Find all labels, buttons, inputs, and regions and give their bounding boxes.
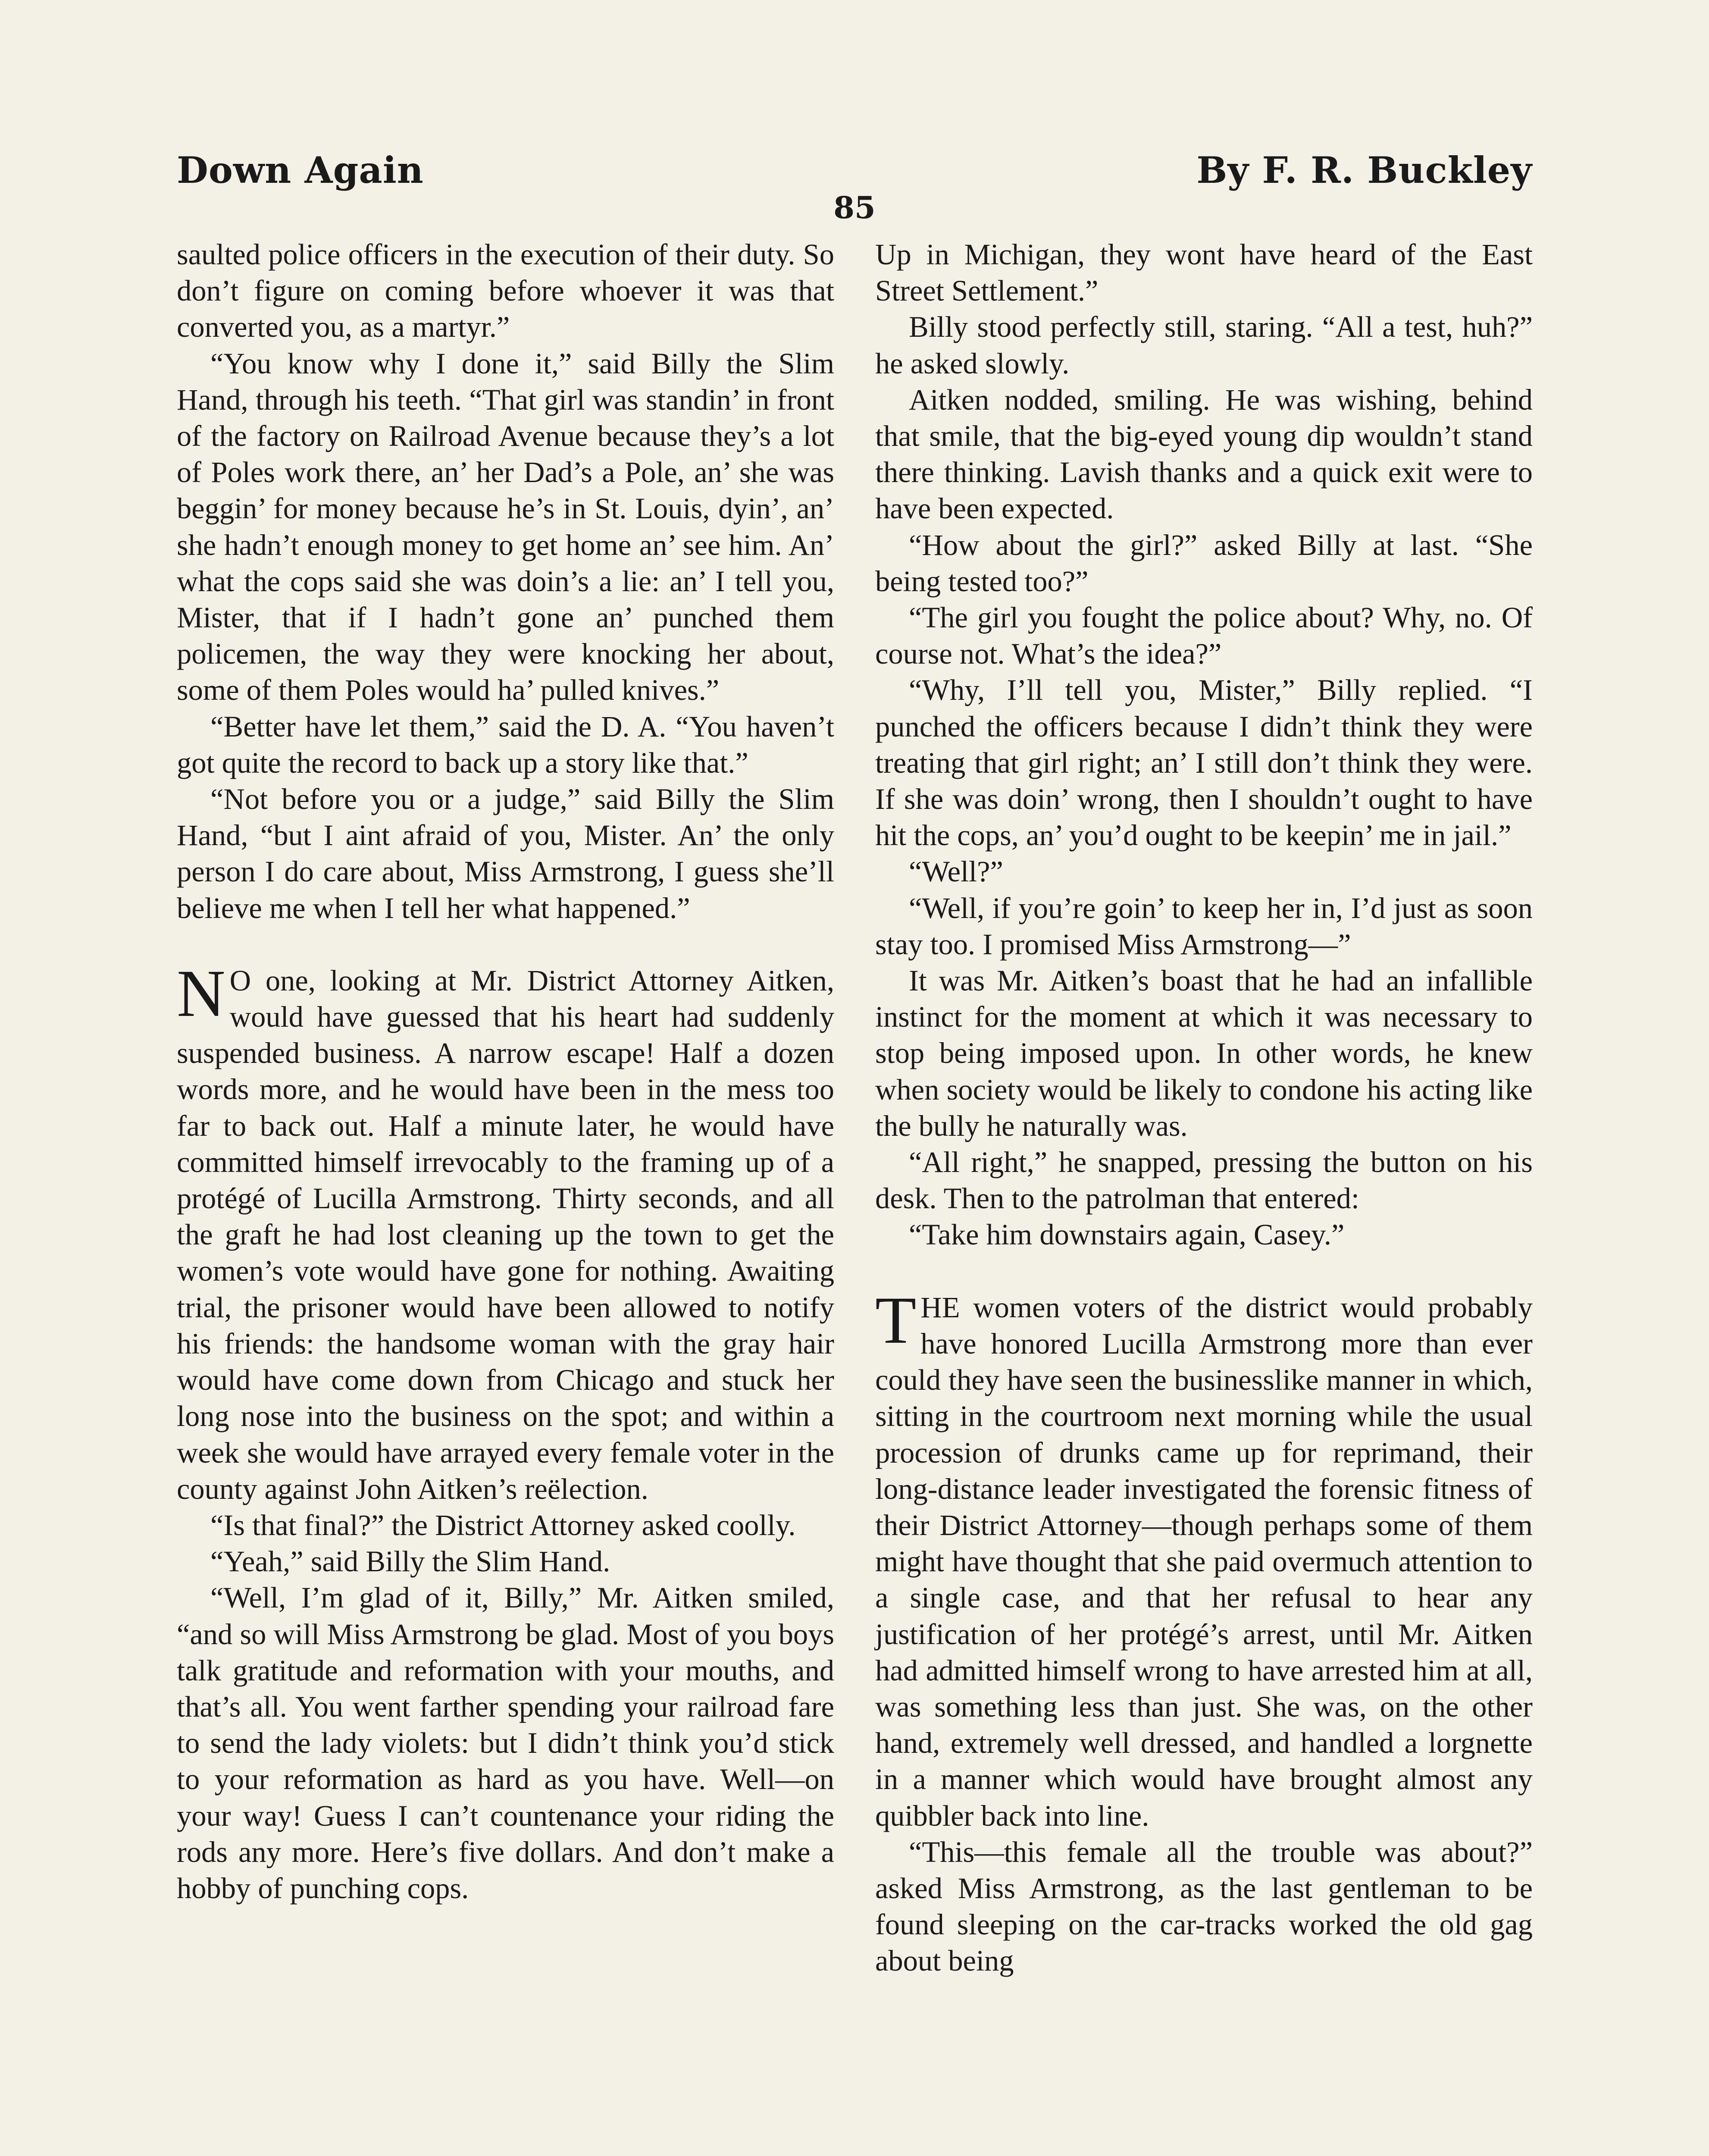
paragraph: Billy stood perfectly still, staring. “All a test, huh?” he asked slowly. — [875, 310, 1533, 380]
paragraph: “You know why I done it,” said Billy the Slim Hand, through his teeth. “That girl was standin’ in front of the factory on Railroad Avenue because they’s a lot of Poles work there, an’ her Dad’s a Pole, an’ she was beggin’ for money because he’s in St. Louis, dyin’, an’ she hadn’t enough money to get home an’ see him. An’ what the cops said she was doin’s a lie: an’ I tell you, Mister, that if I hadn’t gone an’ punched them policemen, the way they were knocking her about, some of them Poles would ha’ pulled knives.” — [177, 347, 834, 707]
paragraph: “How about the girl?” asked Billy at last. “She being tested too?” — [875, 528, 1533, 598]
paragraph: “This—this female all the trouble was about?” asked Miss Armstrong, as the last gentleman to be found sleeping on the car-tracks worked the old gag about being — [875, 1835, 1533, 1977]
left-text-column — [177, 236, 834, 1906]
paragraph: “Why, I’ll tell you, Mister,” Billy replied. “I punched the officers because I didn’t think they were treating that girl right; an’ I still don’t think they were. If she was doin’ wrong, then I shouldn’t ought to have hit the cops, an’ you’d ought to be keepin’ me in jail.” — [875, 674, 1533, 852]
paragraph: “Is that final?” the District Attorney asked coolly. — [210, 1508, 796, 1542]
paragraph-text: HE women voters of the district would probably have honored Lucilla Armstrong more than ever could they have seen the businesslike manner in which, sitting in the courtroom next morning while the usual procession of drunks came up for reprimand, their long-distance leader investigated the forensic fitness of their District Attorney—though perhaps some of them might have thought that she paid overmuch attention to a single case, and that her refusal to hear any justification of her protégé’s arrest, until Mr. Aitken had admitted himself wrong to have arrested him at all, was something less than just. She was, on the other hand, extremely well dressed, and handled a lorgnette in a manner which would have brought almost any quibbler back into line. — [875, 1291, 1533, 1832]
paragraph: “All right,” he snapped, pressing the button on his desk. Then to the patrolman that entered: — [875, 1146, 1533, 1215]
paragraph: saulted police officers in the execution of their duty. So don’t figure on coming before whoever it was that converted you, as a martyr.” — [177, 238, 834, 344]
right-text-column — [875, 236, 1533, 1979]
page-number: 85 — [833, 190, 876, 226]
paragraph — [875, 1282, 1533, 1834]
paragraph: “Yeah,” said Billy the Slim Hand. — [210, 1545, 610, 1578]
drop-cap: N — [177, 956, 225, 1031]
paragraph: “Well?” — [909, 855, 1003, 888]
paragraph: “Well, I’m glad of it, Billy,” Mr. Aitken smiled, “and so will Miss Armstrong be glad. Most of you boys talk gratitude and reformation with your mouths, and that’s all. You went farther spending your railroad fare to send the lady violets: but I didn’t think you’d stick to your reformation as hard as you have. Well—on your way! Guess I can’t countenance your riding the rods any more. Here’s five dollars. And don’t make a hobby of punching cops. — [177, 1581, 834, 1905]
paragraph-text: O one, looking at Mr. District Attorney Aitken, would have guessed that his heart had suddenly suspended business. A narrow escape! Half a dozen words more, and he would have been in the mess too far to back out. Half a minute later, he would have committed himself irrevocably to the framing up of a protégé of Lucilla Armstrong. Thirty seconds, and all the graft he had lost cleaning up the town to get the women’s vote would have gone for nothing. Awaiting trial, the prisoner would have been allowed to notify his friends: the handsome woman with the gray hair would have come down from Chicago and stuck her long nose into the business on the spot; and within a week she would have arrayed every female voter in the county against John Aitken’s reëlection. — [177, 964, 834, 1505]
paragraph: “The girl you fought the police about? Why, no. Of course not. What’s the idea?” — [875, 601, 1533, 671]
paragraph: “Not before you or a judge,” said Billy the Slim Hand, “but I aint afraid of you, Mister. An’ the only person I do care about, Miss Armstrong, I guess she’ll believe me when I tell her what happened.” — [177, 783, 834, 924]
paragraph: Up in Michigan, they wont have heard of the East Street Settlement.” — [875, 238, 1533, 307]
paragraph: Aitken nodded, smiling. He was wishing, behind that smile, that the big-eyed young dip wouldn’t stand there thinking. Lavish thanks and a quick exit were to have been expected. — [875, 383, 1533, 525]
story-title: Down Again — [177, 149, 424, 191]
paragraph: “Take him downstairs again, Casey.” — [909, 1218, 1345, 1251]
paragraph — [177, 956, 834, 1507]
paragraph: “Well, if you’re goin’ to keep her in, I’d just as soon stay too. I promised Miss Armstrong—” — [875, 891, 1533, 961]
drop-cap: T — [875, 1282, 917, 1357]
paragraph: It was Mr. Aitken’s boast that he had an infallible instinct for the moment at which it was necessary to stop being imposed upon. In other words, he knew when society would be likely to condone his acting like the bully he naturally was. — [875, 964, 1533, 1142]
paragraph: “Better have let them,” said the D. A. “You haven’t got quite the record to back up a story like that.” — [177, 710, 834, 779]
running-header — [177, 149, 1532, 191]
story-author: By F. R. Buckley — [1196, 149, 1532, 191]
